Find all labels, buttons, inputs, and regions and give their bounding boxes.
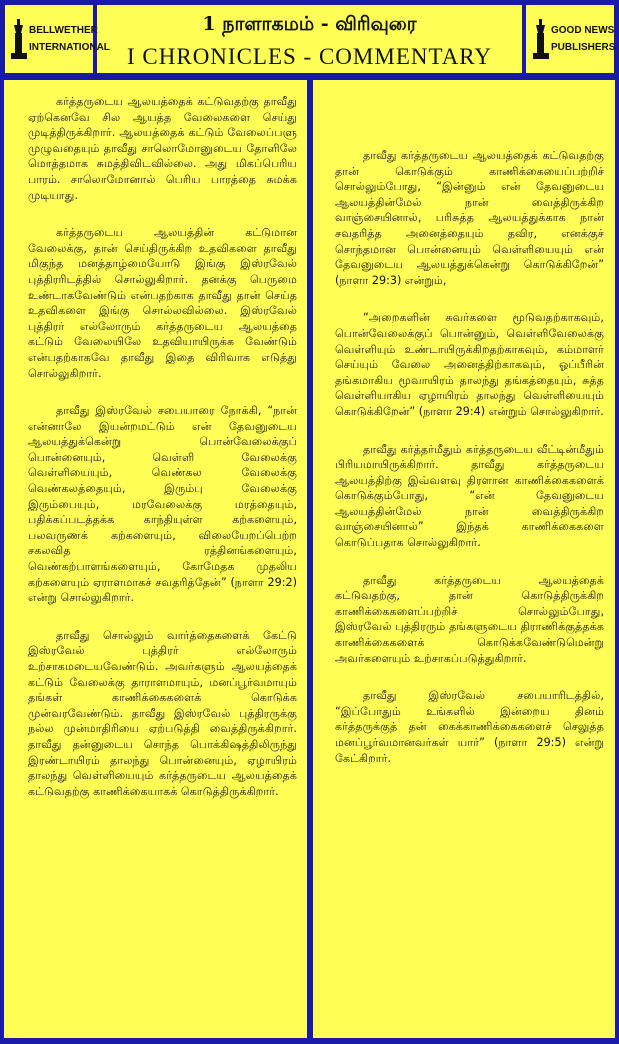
tower-icon [533, 19, 549, 59]
paragraph: கர்த்தருடைய ஆலயத்தைக் கட்டுவதற்கு தாவீது ஏற்கெனவே சில ஆயத்த வேலைகளை செய்து முடித்திருக்கிறார். ஆலயத்தைக் கட்டும் வேலைப்பளு முழுவதையும் தாவீது சாலொமோனுடைய தோளிலே மொத்தமாக சுமத்திவிடவில்லை. அது மிகப்பெரிய பாரம். சாலொமோனால் பெரிய பாரத்தை சுமக்க முடியாது. [28, 95, 297, 202]
paragraph: தாவீது சொல்லும் வார்த்தைகளைக் கேட்டு இஸ்ரவேல் புத்திரர் எல்லோரும் உற்சாகமடையவேண்டும். அவர்களும் ஆலயத்தைக் கட்டும் வேலைக்கு தாராளமாயும், மனப்பூர்வமாயும் தங்கள் காணிக்கைகளைக் கொடுக்க முன்வரவேண்டும். தாவீது இஸ்ரவேல் புத்திரருக்கு நல்ல முன்மாதிரியை ஏற்படுத்தி வைத்திருக்கிறார். தாவீது தன்னுடைய சொந்த பொக்கிஷத்திலிருந்து இரண்டாயிரம் தாலந்து பொன்னையும், ஏழாயிரம் தாலந்து வெள்ளியையும் கர்த்தருடைய ஆலயத்தைக் கட்டுவதற்கு காணிக்கையாகக் கொடுத்திருக்கிறார். [28, 628, 297, 798]
logo-line1: GOOD NEWS [551, 25, 615, 36]
logo-line1: BELLWETHER [29, 25, 98, 36]
paragraph: தாவீது கர்த்தருடைய ஆலயத்தைக் கட்டுவதற்கு தான் கொடுக்கும் காணிக்கையைப்பற்றிச் சொல்லும்போது, “இன்னும் என் தேவனுடைய ஆலயத்தின்மேல் நான் வைத்திருக்கிற வாஞ்சையினால், பரிசுத்த ஆலயத்துக்காக நான் சவதரித்த அனைத்தையும் தவிர, எனக்குச் சொந்தமான பொன்னையும் வெள்ளியையும் என் தேவனுடைய ஆலயத்துக்கென்று கொடுக்கிறேன்” (நாளா 29:3) என்றும், [335, 149, 604, 287]
good-news-logo [524, 3, 616, 75]
paragraph: “அறைகளின் சுவர்களை மூடுவதற்காகவும், பொன்வேலைக்குப் பொன்னும், வெள்ளிவேலைக்கு வெள்ளியும் உண்டாயிருக்கிறதற்காகவும், கம்மாளர் செய்யும் வேலை அனைத்திற்காகவும், ஓப்பீரின் தங்கமாகிய மூவாயிரம் தாலந்து தங்கத்தையும், சுத்த வெள்ளியாகிய ஏழாயிரம் தாலந்து வெள்ளியையும் கொடுக்கிறேன்” (நாளா 29:4) என்றும் சொல்லுகிறார். [335, 311, 604, 418]
bellwether-logo [3, 3, 110, 75]
page-title-tamil: 1 நாளாகமம் - விரிவுரை [202, 13, 417, 35]
logo-line2: PUBLISHERS [551, 42, 616, 53]
title-box [95, 3, 524, 75]
left-column [4, 80, 307, 1038]
paragraph: கர்த்தருடைய ஆலயத்தின் கட்டுமான வேலைக்கு, தான் செய்திருக்கிற உதவிகளை தாவீது மிகுந்த மனத்தாழ்மையோடு இங்கு இஸ்ரவேல் புத்திரரிடத்தில் சொல்லுகிறார். தனக்கு பெருமை உண்டாகவேண்டும் என்பதற்காக தாவீது தான் செய்த உதவிகளை இங்கு சொல்லவில்லை. இஸ்ரவேல் புத்திரர் எல்லோரும் கர்த்தருடைய ஆலயத்தை கட்டும் வேலையிலே உதவியாயிருக்க வேண்டும் என்பதற்காகவே தாவீது இதை விரிவாக எடுத்து சொல்லுகிறார். [28, 226, 297, 380]
paragraph: தாவீது இஸ்ரவேல் சபையாரிடத்தில், “இப்போதும் உங்களில் இன்றைய தினம் கர்த்தருக்குத் தன் கைக்காணிக்கைகளைச் செலுத்த மனப்பூர்வமானவர்கள் யார்” (நாளா 29:5) என்று கேட்கிறார். [335, 689, 604, 765]
paragraph: தாவீது கர்த்தருடைய ஆலயத்தைக் கட்டுவதற்கு, தான் கொடுத்திருக்கிற காணிக்கைகளைப்பற்றிச் சொல்லும்போது, இஸ்ரவேல் புத்திரரும் தங்களுடைய திராணிக்குத்தக்க காணிக்கைகளைக் கொடுக்கவேண்டுமென்று அவர்களையும் உற்சாகப்படுத்துகிறார். [335, 573, 604, 665]
page-header [3, 3, 616, 75]
logo-line2: INTERNATIONAL [29, 42, 110, 53]
paragraph: தாவீது இஸ்ரவேல் சபையாரை நோக்கி, “நான் என்னாலே இயன்றமட்டும் என் தேவனுடைய ஆலயத்துக்கென்று பொன்வேலைக்குப் பொன்னையும், வெள்ளி வேலைக்கு வெள்ளியையும், வெண்கல வேலைக்கு வெண்கலத்தையும், இரும்பு வேலைக்கு இரும்பையும், மரவேலைக்கு மரத்தையும், பதிக்கப்படத்தக்க காந்தியுள்ள கற்களையும், பலவருணக் கற்களையும், விலையேறப்பெற்ற சகலவித ரத்தினங்களையும், வெண்கற்பாளங்களையும், கோமேதக முதலிய கற்களையும் ஏராளமாகச் சவதரித்தேன்” (நாளா 29:2) என்று சொல்லுகிறார். [28, 404, 297, 605]
right-column [313, 80, 615, 1038]
tower-icon [11, 19, 27, 59]
paragraph: தாவீது கர்த்தர்மீதும் கர்த்தருடைய வீட்டின்மீதும் பிரியமாயிருக்கிறார். தாவீது கர்த்தருடைய ஆலயத்திற்கு இவ்வளவு திரளான காணிக்கைகளைக் கொடுக்கும்போது, “என் தேவனுடைய ஆலயத்தின்மேல் நான் வைத்திருக்கிற வாஞ்சையினால்” இந்தக் காணிக்கைகளை கொடுப்பதாக சொல்லுகிறார். [335, 442, 604, 550]
page-title-english: I CHRONICLES - COMMENTARY [127, 44, 492, 69]
